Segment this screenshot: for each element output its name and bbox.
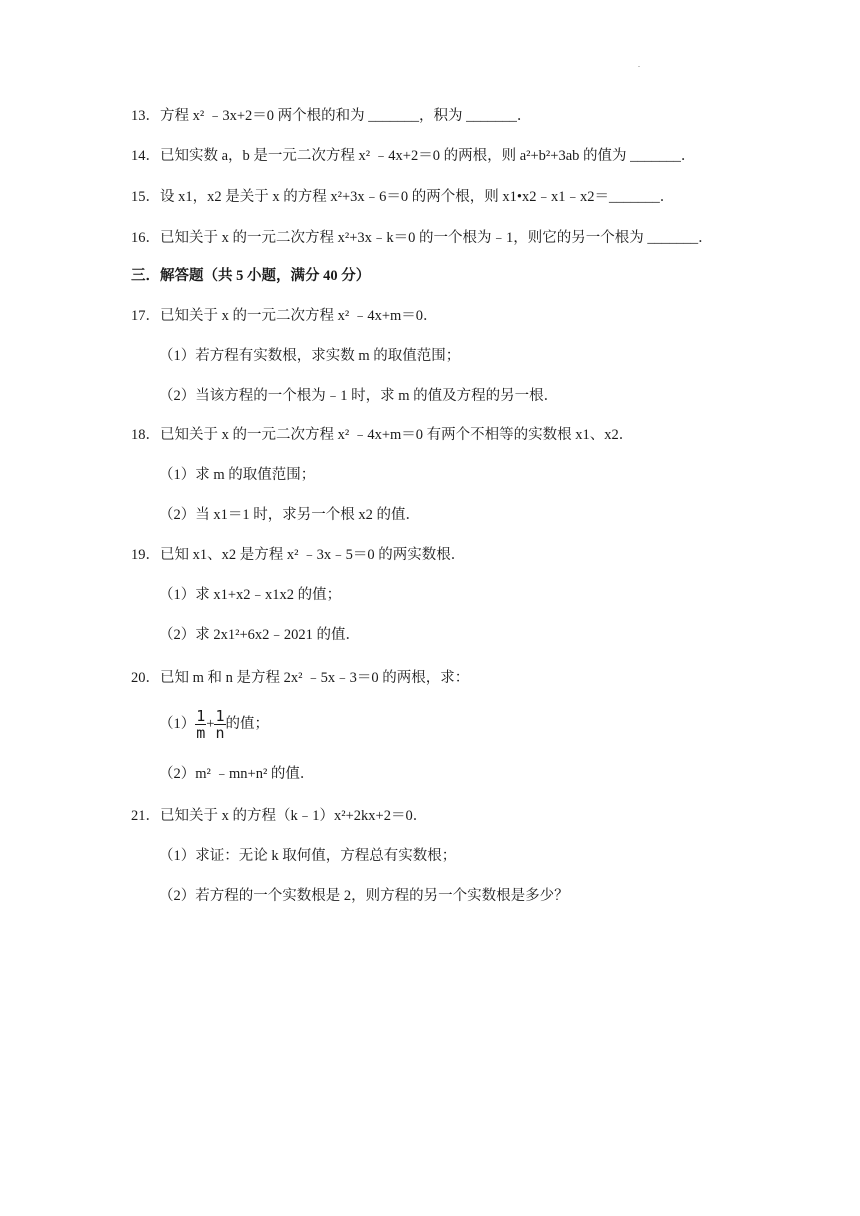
question-15 bbox=[131, 187, 674, 207]
problem-number: 21． bbox=[131, 808, 160, 824]
part-prefix: （1） bbox=[159, 716, 196, 732]
corner-mark: . bbox=[638, 60, 640, 69]
problem-text: 已知 m 和 n 是方程 2x² ﹣5x﹣3＝0 的两根，求： bbox=[160, 670, 470, 686]
problem-19-part-1: （1）求 x1+x2﹣x1x2 的值； bbox=[159, 587, 342, 603]
problem-20-part-1 bbox=[159, 706, 269, 742]
problem-text: 已知 x1、x2 是方程 x² ﹣3x﹣5＝0 的两实数根． bbox=[160, 547, 466, 563]
fraction-numerator: 1 bbox=[196, 707, 206, 726]
fraction-1-over-m bbox=[195, 708, 206, 741]
question-text: 方程 x² ﹣3x+2＝0 两个根的和为 _______，积为 _______． bbox=[160, 108, 532, 124]
question-16 bbox=[131, 228, 713, 248]
problem-19-part-2: （2）求 2x1²+6x2﹣2021 的值． bbox=[159, 627, 361, 643]
problem-17-stem bbox=[131, 306, 438, 326]
problem-20-part-2: （2）m² ﹣mn+n² 的值． bbox=[159, 766, 315, 782]
fraction-denominator: n bbox=[215, 724, 225, 743]
problem-number: 19． bbox=[131, 547, 160, 563]
question-number: 16． bbox=[131, 230, 160, 246]
question-number: 13． bbox=[131, 108, 160, 124]
problem-number: 18． bbox=[131, 427, 160, 443]
question-number: 14． bbox=[131, 148, 160, 164]
problem-text: 已知关于 x 的方程（k﹣1）x²+2kx+2＝0． bbox=[160, 808, 428, 824]
problem-18-part-2: （2）当 x1＝1 时，求另一个根 x2 的值． bbox=[159, 507, 420, 523]
question-text: 已知关于 x 的一元二次方程 x²+3x﹣k＝0 的一个根为﹣1，则它的另一个根为 _______． bbox=[160, 230, 713, 246]
fraction-1-over-n bbox=[214, 708, 225, 741]
problem-21-stem bbox=[131, 806, 427, 826]
question-13 bbox=[131, 106, 531, 126]
question-text: 已知实数 a，b 是一元二次方程 x² ﹣4x+2＝0 的两根，则 a²+b²+3ab 的值为 _______． bbox=[160, 148, 696, 164]
fraction-denominator: m bbox=[196, 724, 206, 743]
problem-number: 17． bbox=[131, 308, 160, 324]
part-suffix: 的值； bbox=[225, 716, 269, 732]
section-heading: 三．解答题（共 5 小题，满分 40 分） bbox=[131, 268, 371, 284]
plus-sign: + bbox=[206, 716, 215, 732]
problem-21-part-2: （2）若方程的一个实数根是 2，则方程的另一个实数根是多少？ bbox=[159, 888, 569, 904]
question-14 bbox=[131, 146, 695, 166]
question-text: 设 x1，x2 是关于 x 的方程 x²+3x﹣6＝0 的两个根，则 x1•x2﹣x1﹣x2＝_______． bbox=[160, 189, 675, 205]
problem-18-part-1: （1）求 m 的取值范围； bbox=[159, 467, 316, 483]
problem-20-stem bbox=[131, 668, 469, 688]
question-number: 15． bbox=[131, 189, 160, 205]
problem-19-stem bbox=[131, 545, 465, 565]
problem-17-part-2: （2）当该方程的一个根为﹣1 时，求 m 的值及方程的另一根． bbox=[159, 388, 559, 404]
problem-number: 20． bbox=[131, 670, 160, 686]
problem-21-part-1: （1）求证：无论 k 取何值，方程总有实数根； bbox=[159, 848, 457, 864]
fraction-numerator: 1 bbox=[215, 707, 225, 726]
problem-17-part-1: （1）若方程有实数根，求实数 m 的取值范围； bbox=[159, 348, 461, 364]
problem-18-stem bbox=[131, 425, 633, 445]
problem-text: 已知关于 x 的一元二次方程 x² ﹣4x+m＝0 有两个不相等的实数根 x1、x2． bbox=[160, 427, 634, 443]
problem-text: 已知关于 x 的一元二次方程 x² ﹣4x+m＝0． bbox=[160, 308, 438, 324]
